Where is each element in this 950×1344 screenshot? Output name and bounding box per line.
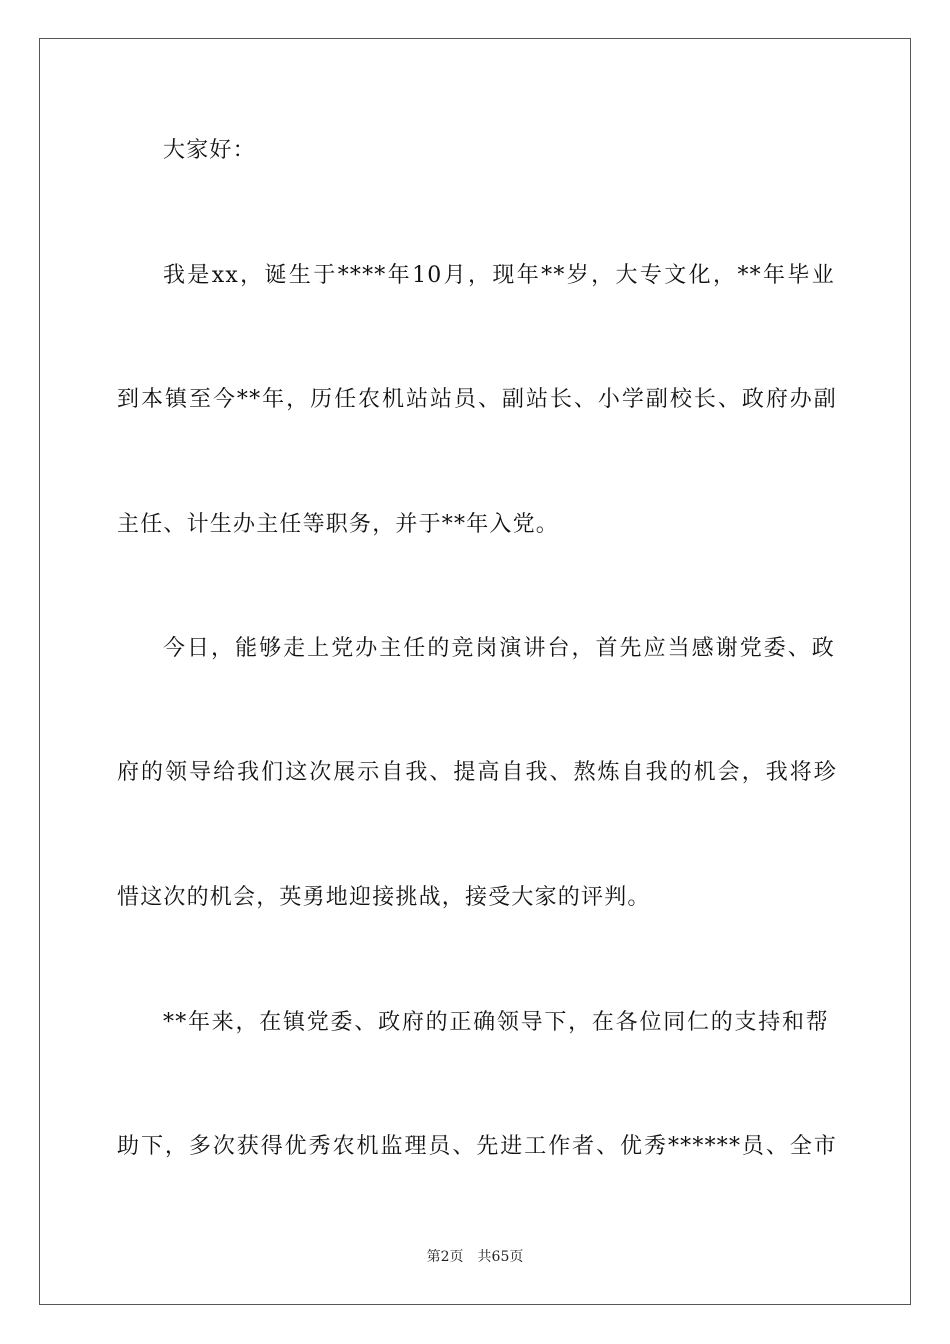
- page-total: 共65页: [477, 1249, 524, 1265]
- page-footer: [0, 1248, 950, 1266]
- page-border: [39, 38, 911, 1305]
- paragraph-2-line-2: 府的领导给我们这次展示自我、提高自我、熬炼自我的机会，我将珍: [117, 760, 837, 785]
- paragraph-3-line-2: 助下，多次获得优秀农机监理员、先进工作者、优秀******员、全市: [117, 1134, 837, 1159]
- paragraph-2-line-3: 惜这次的机会，英勇地迎接挑战，接受大家的评判。: [117, 885, 651, 910]
- paragraph-3-line-1: **年来，在镇党委、政府的正确领导下，在各位同仁的支持和帮: [163, 1010, 829, 1035]
- greeting-line: 大家好：: [163, 138, 256, 163]
- paragraph-2-line-1: 今日，能够走上党办主任的竞岗演讲台，首先应当感谢党委、政: [163, 636, 835, 661]
- paragraph-1-line-3: 主任、计生办主任等职务，并于**年入党。: [117, 512, 560, 537]
- page-number: 第2页: [426, 1249, 464, 1265]
- paragraph-1-line-2: 到本镇至今**年，历任农机站站员、副站长、小学副校长、政府办副: [117, 387, 837, 412]
- paragraph-1-line-1: 我是xx，诞生于****年10月，现年**岁，大专文化，**年毕业: [163, 263, 835, 288]
